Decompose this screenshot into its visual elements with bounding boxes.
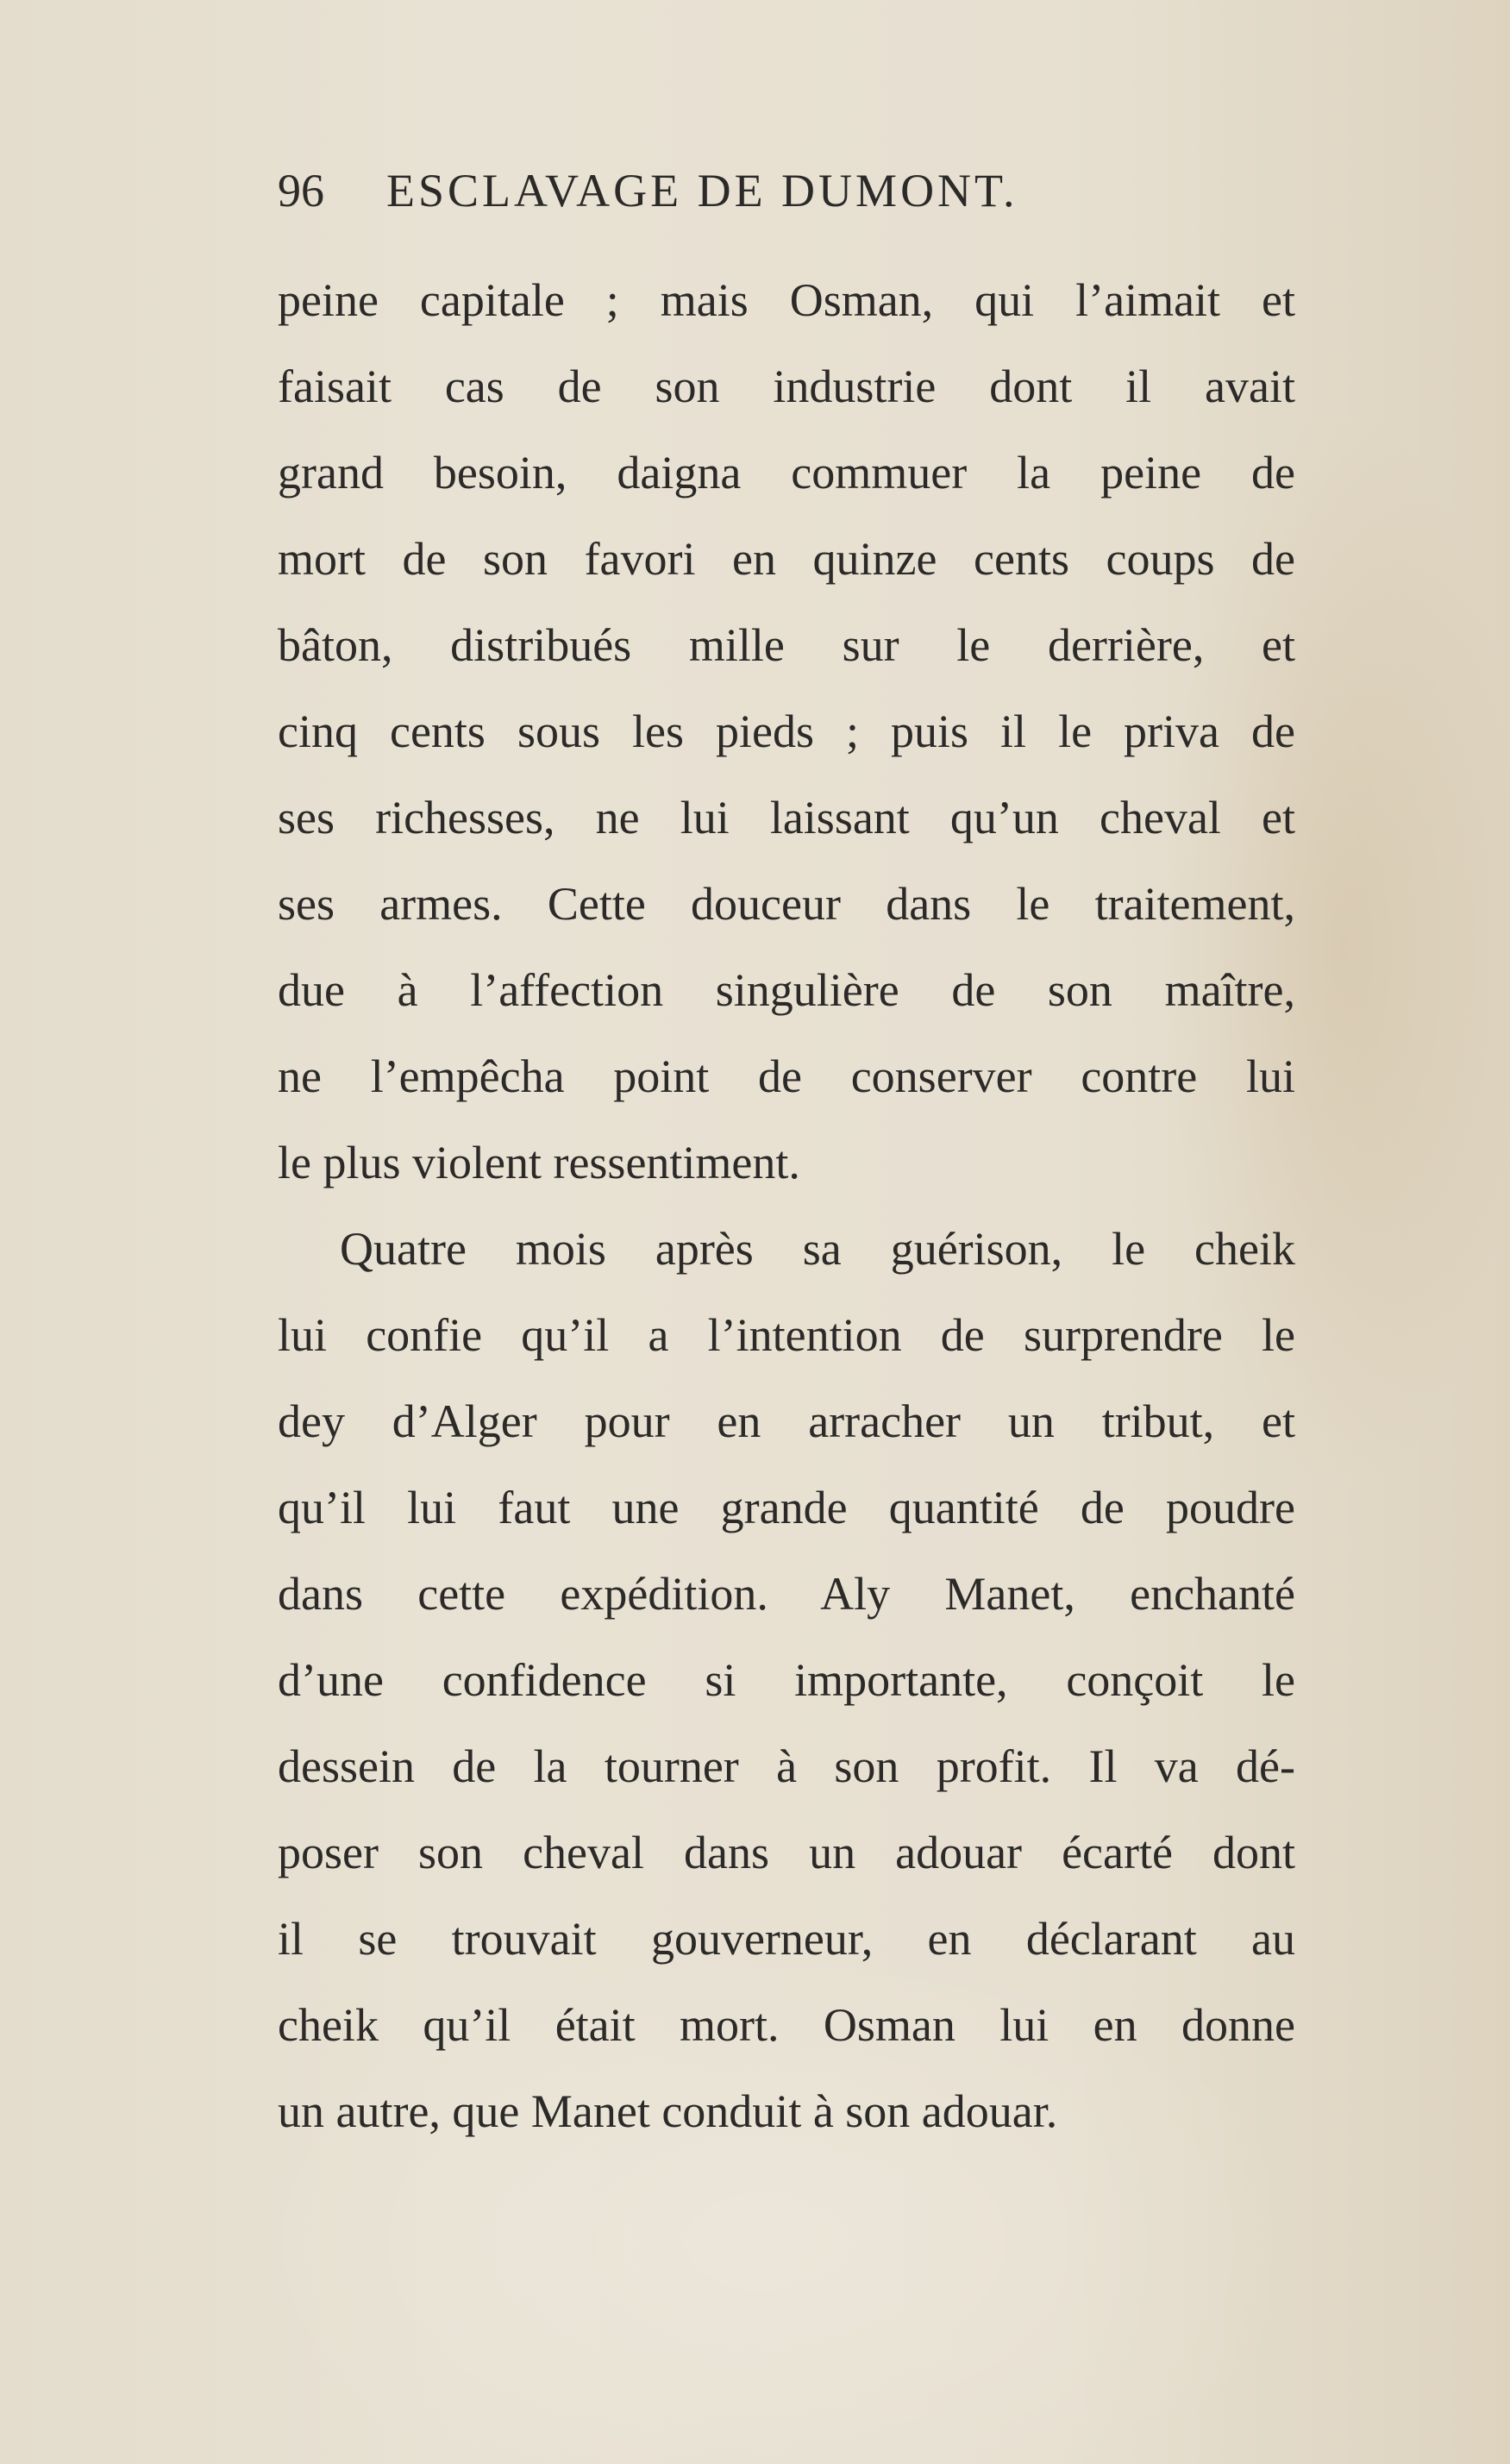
text-line: cheik qu’il était mort. Osman lui en donne: [278, 1999, 1295, 2051]
text-line: ne l’empêcha point de conserver contre lui: [278, 1050, 1295, 1102]
text-line: bâton, distribués mille sur le derrière, et: [278, 619, 1295, 671]
text-line: faisait cas de son industrie dont il avait: [278, 361, 1295, 412]
page-header: [278, 160, 1295, 221]
text-line: Quatre mois après sa guérison, le cheik: [340, 1223, 1295, 1275]
text-line: d’une confidence si importante, conçoit le: [278, 1654, 1295, 1706]
text-line: lui confie qu’il a l’intention de surprendre le: [278, 1309, 1295, 1361]
running-head: ESCLAVAGE DE DUMONT.: [386, 165, 1018, 216]
text-line: peine capitale ; mais Osman, qui l’aimait et: [278, 274, 1295, 326]
body-text: [278, 257, 1295, 2154]
page-number: 96: [278, 165, 324, 216]
text-line: le plus violent ressentiment.: [278, 1137, 800, 1188]
text-line: il se trouvait gouverneur, en déclarant au: [278, 1913, 1295, 1965]
text-line: cinq cents sous les pieds ; puis il le priva de: [278, 705, 1295, 757]
text-line: ses richesses, ne lui laissant qu’un cheval et: [278, 792, 1295, 843]
text-line: grand besoin, daigna commuer la peine de: [278, 447, 1295, 498]
text-line: ses armes. Cette douceur dans le traitement,: [278, 878, 1295, 930]
text-line: dessein de la tourner à son profit. Il va dé-: [278, 1740, 1295, 1792]
text-line: mort de son favori en quinze cents coups de: [278, 533, 1295, 585]
text-line: un autre, que Manet conduit à son adouar.: [278, 2085, 1058, 2137]
text-line: poser son cheval dans un adouar écarté dont: [278, 1827, 1295, 1878]
text-line: qu’il lui faut une grande quantité de poudre: [278, 1482, 1295, 1533]
text-line: dey d’Alger pour en arracher un tribut, et: [278, 1395, 1295, 1447]
text-line: dans cette expédition. Aly Manet, enchanté: [278, 1568, 1295, 1620]
text-line: due à l’affection singulière de son maître,: [278, 964, 1295, 1016]
